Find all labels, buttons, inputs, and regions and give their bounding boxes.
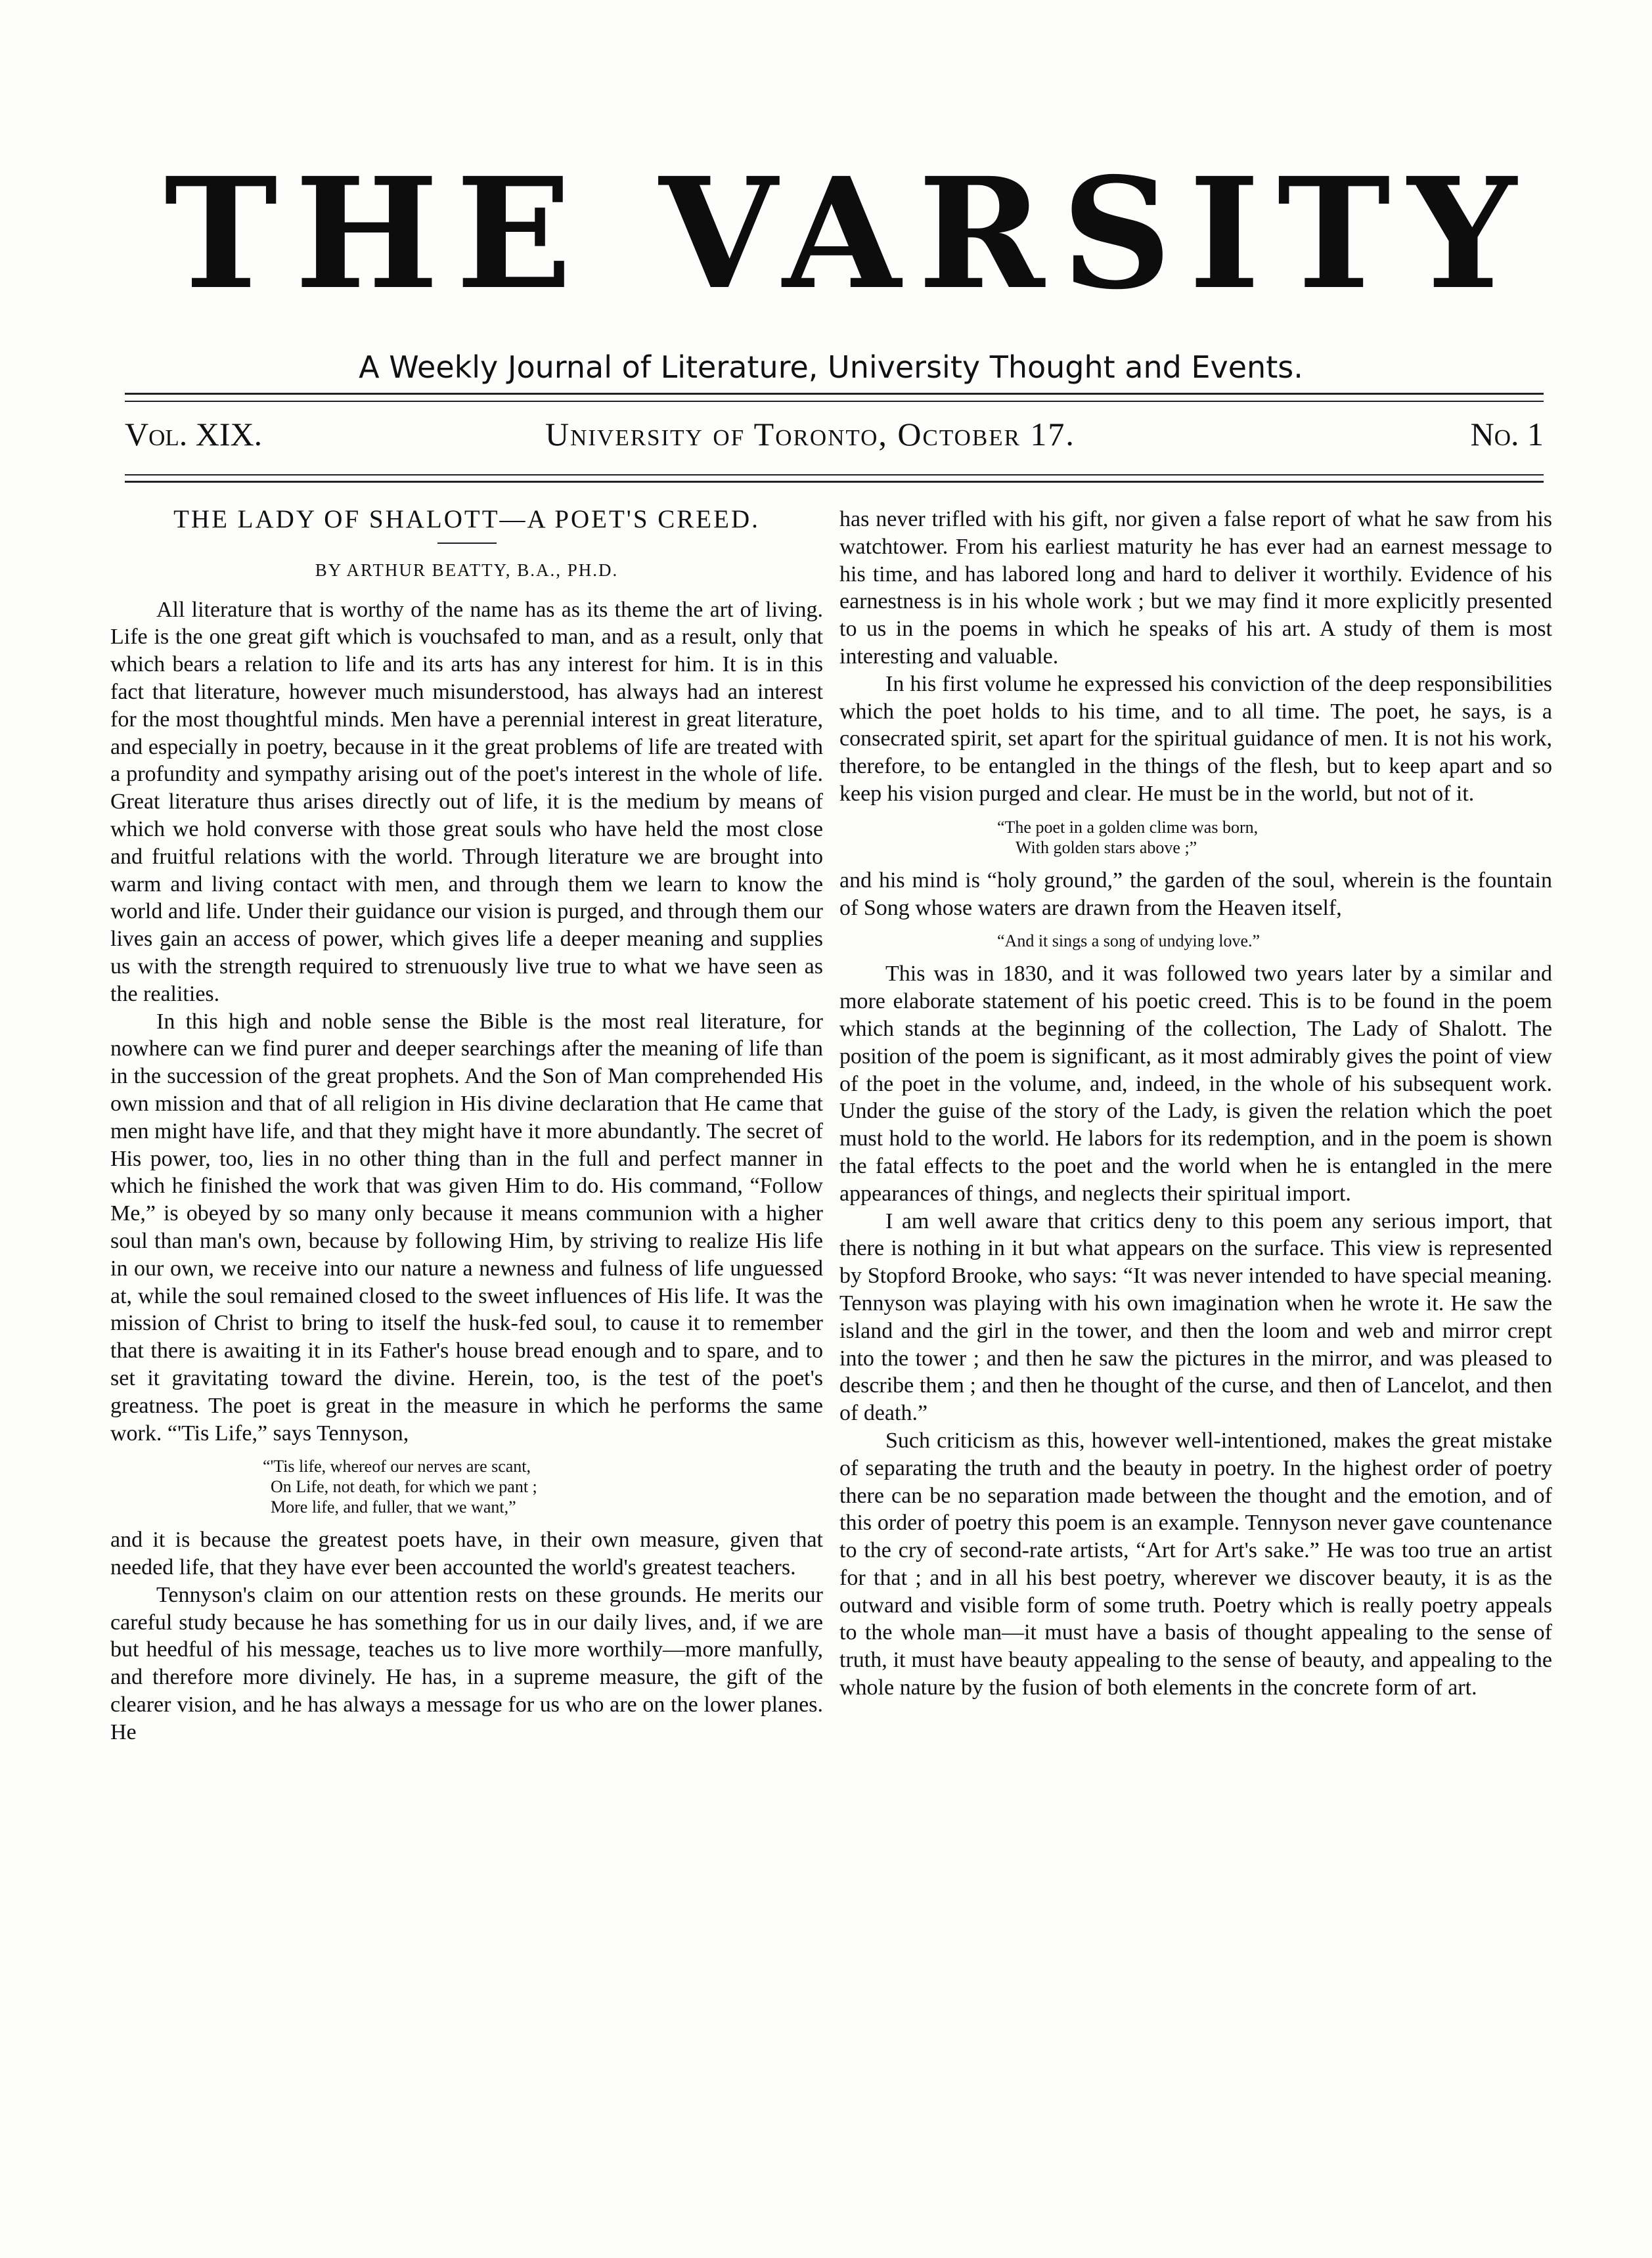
verse-line: “And it sings a song of undying love.” <box>997 931 1261 951</box>
verse-line: “'Tis life, whereof our nerves are scant, <box>263 1457 531 1476</box>
paragraph: In this high and noble sense the Bible is the most real literature, for nowhere can we find purer and deeper searchings after the meaning of life than in the succession of the great prophets. And the Son of Man comprehended His own mission and that of all religion in His divine declaration that He came that men might have life, and that they might have it more abundantly. The secret of His power, too, lies in no other thing than in the full and perfect manner in which he finished the work that was given Him to do. His command, “Follow Me,” is obeyed by so many only because it means communion with a higher soul than man's own, because by following Him, by striving to realize His life in our own, we receive into our nature a newness and fulness of life unguessed at, while the soul remained closed to the sweet influences of His life. It was the mission of Christ to bring to itself the husk-fed soul, to cause it to remember that there is awaiting it in its Father's house bread enough and to spare, and to set it gravitating toward the divine. Herein, too, is the test of the poet's greatness. The poet is great in the measure in which he performs the same work. “'Tis Life,” says Tennyson, <box>110 1009 823 1446</box>
paragraph: Such criticism as this, however well-intentioned, makes the great mistake of separating the truth and the beauty in poetry. In the highest order of poetry there can be no separation made between the thought and the emotion, and of this order of poetry this poem is an example. Tennyson never gave countenance to the cry of second-rate artists, “Art for Art's sake.” He was too true an artist for that ; and in all his best poetry, wherever we discover beauty, it is as the outward and visible form of some truth. Poetry which is really poetry appeals to the whole man—it must have a basis of thought appealing to the sense of truth, it must have beauty appealing to the sense of beauty, and appealing to the whole nature by the fusion of both elements in the concrete form of art. <box>839 1428 1552 1700</box>
issue-number-label: No. 1 <box>1470 416 1544 453</box>
place-date-label: University of Toronto, October 17. <box>545 416 1075 453</box>
masthead-rule-top-inner <box>125 401 1544 402</box>
verse-line: “The poet in a golden clime was born, <box>997 817 1259 837</box>
paragraph: In his first volume he expressed his conviction of the deep responsibilities which the poet holds to his time, and to all time. The poet, he says, is a consecrated spirit, set apart for the spiritual guidance of men. It is not his work, therefore, to be entangled in the things of the flesh, but to keep apart and so keep his vision purged and clear. He must be in the world, but not of it. <box>839 671 1552 806</box>
article-byline: BY ARTHUR BEATTY, B.A., PH.D. <box>315 560 619 580</box>
verse-line: On Life, not death, for which we pant ; <box>271 1477 537 1497</box>
verse-quote <box>263 1456 823 1517</box>
paragraph: and his mind is “holy ground,” the garden of the soul, wherein is the fountain of Song whose waters are drawn from the Heaven itself, <box>839 868 1552 920</box>
infobar-rule-bottom <box>125 474 1544 476</box>
masthead-title: THE VARSITY <box>164 144 1534 323</box>
paragraph: All literature that is worthy of the name has as its theme the art of living. Life is the one great gift which is vouchsafed to man, and as a result, only that which bears a relation to life and its arts has any interest for him. It is in this fact that literature, however much misunderstood, has always had an interest for the most thoughtful minds. Men have a perennial interest in great literature, and especially in poetry, because in it the great problems of life are treated with a profundity and sympathy arising out of the poet's interest in the whole of life. Great literature thus arises directly out of life, it is the medium by means of which we hold converse with those great souls who have held the most close and fruitful relations with the world. Through literature we are brought into warm and living contact with men, and through them we learn to know the world and life. Under their guidance our vision is purged, and through them our lives gain an access of power, which gives life a deeper meaning and supplies us with the strength required to strenuously live true to what we have seen as the realities. <box>110 597 823 1006</box>
masthead-subtitle: A Weekly Journal of Literature, University Thought and Events. <box>359 349 1303 385</box>
infobar-rule-bottom-2 <box>125 481 1544 483</box>
verse-line: More life, and fuller, that we want,” <box>271 1497 516 1517</box>
verse-line: With golden stars above ;” <box>1016 837 1197 857</box>
volume-label: Vol. XIX. <box>125 416 263 453</box>
paragraph: I am well aware that critics deny to this poem any serious import, that there is nothing in it but what appears on the surface. This view is represented by Stopford Brooke, who says: “It was never intended to have special meaning. Tennyson was playing with his own imagination when he wrote it. He saw the island and the girl in the tower, and then the loom and web and mirror crept into the tower ; and then he saw the pictures in the mirror, and was pleased to describe them ; and then he thought of the curse, and then of Lancelot, and then of death.” <box>839 1208 1552 1426</box>
verse-quote <box>997 817 1552 858</box>
article-title: THE LADY OF SHALOTT—A POET'S CREED. <box>173 505 760 533</box>
issue-info-bar <box>125 415 1544 468</box>
right-column <box>839 506 1552 1702</box>
paragraph: and it is because the greatest poets have, in their own measure, given that needed life, that they have ever been accounted the world's greatest teachers. <box>110 1528 823 1580</box>
left-column <box>110 506 823 1746</box>
paragraph: This was in 1830, and it was followed two years later by a similar and more elaborate statement of his poetic creed. This is to be found in the poem which stands at the beginning of the collection, The Lady of Shalott. The position of the poem is significant, as it most admirably gives the point of view of the poet in the volume, and, indeed, in the whole of his subsequent work. Under the guise of the story of the Lady, is given the relation which the poet must hold to the world. He labors for its redemption, and in the poem is shown the fatal effects to the poet and the world when he is entangled in the mere appearances of things, and neglects their spiritual import. <box>839 962 1552 1206</box>
paragraph: Tennyson's claim on our attention rests on these grounds. He merits our careful study because he has something for us in our daily lives, and, if we are but heedful of his message, teaches us to live more worthily—more manfully, and therefore more divinely. He has, in a supreme measure, the gift of the clearer vision, and he has always a message for us who are on the lower planes. He <box>110 1582 823 1744</box>
verse-quote <box>997 931 1552 951</box>
masthead-rule-top <box>125 393 1544 395</box>
paragraph: has never trifled with his gift, nor given a false report of what he saw from his watchtower. From his earliest maturity he has ever had an earnest message to his time, and has labored long and hard to deliver it worthily. Evidence of his earnestness is in his whole work ; but we may find it more explicitly presented to us in the poems in which he speaks of his art. A study of them is most interesting and valuable. <box>839 507 1552 669</box>
title-rule <box>437 542 497 544</box>
